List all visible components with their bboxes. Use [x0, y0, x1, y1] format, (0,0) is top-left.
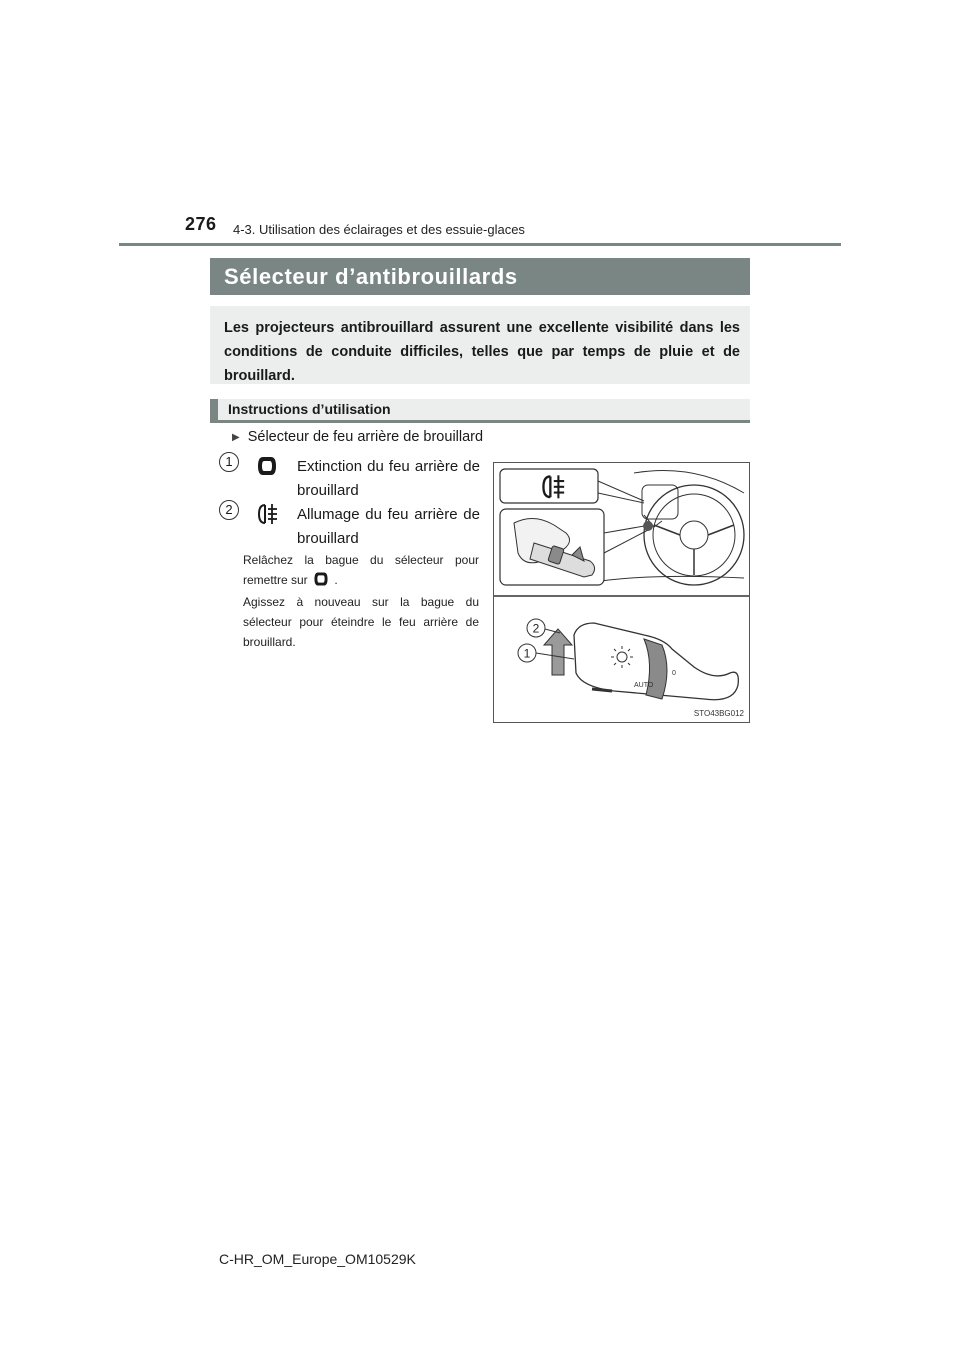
figure-label-1: 1	[523, 646, 531, 661]
bullet-item	[232, 429, 483, 445]
footer-doc-id: C-HR_OM_Europe_OM10529K	[219, 1251, 416, 1267]
note-release	[243, 550, 479, 590]
bullet-text: Sélecteur de feu arrière de brouillard	[247, 429, 484, 445]
note-release-text: Relâchez la bague du sélecteur pour remettre sur	[243, 553, 479, 587]
sub-heading-text: Instructions d’utilisation	[228, 401, 391, 417]
rear-fog-light-icon	[256, 502, 280, 526]
page-title	[210, 258, 750, 295]
lever-zero-mark: 0	[672, 670, 676, 677]
header-divider	[119, 243, 841, 246]
intro-box	[210, 306, 750, 384]
fog-light-off-inline-icon	[313, 571, 329, 587]
figure-code: STO43BG012	[693, 709, 744, 718]
section-title: 4-3. Utilisation des éclairages et des essuie-glaces	[233, 222, 525, 237]
sub-heading	[210, 399, 750, 423]
intro-text: Les projecteurs antibrouillard assurent une excellente visibilité dans les conditions de conduite difficiles, telles que par temps de pluie et de brouillard.	[224, 320, 740, 384]
page-title-text: Sélecteur d’antibrouillards	[224, 263, 518, 289]
item-text-2: Allumage du feu arrière de brouillard	[297, 506, 480, 547]
item-number-2: 2	[219, 500, 239, 520]
item-number-1: 1	[219, 452, 239, 472]
fog-light-off-icon	[256, 455, 278, 477]
illustration-drawing	[494, 463, 749, 722]
note-release-end: .	[334, 573, 338, 587]
figure-label-2: 2	[532, 621, 540, 636]
note-again: Agissez à nouveau sur la bague du sélecteur pour éteindre le feu arrière de brouillard.	[243, 595, 479, 649]
item-text-1: Extinction du feu arrière de brouillard	[297, 458, 480, 499]
page-number: 276	[185, 214, 217, 234]
illustration-fog-switch	[493, 462, 750, 723]
bullet-triangle-icon: ▶	[232, 431, 240, 443]
lever-auto-mark: AUTO	[634, 682, 654, 689]
